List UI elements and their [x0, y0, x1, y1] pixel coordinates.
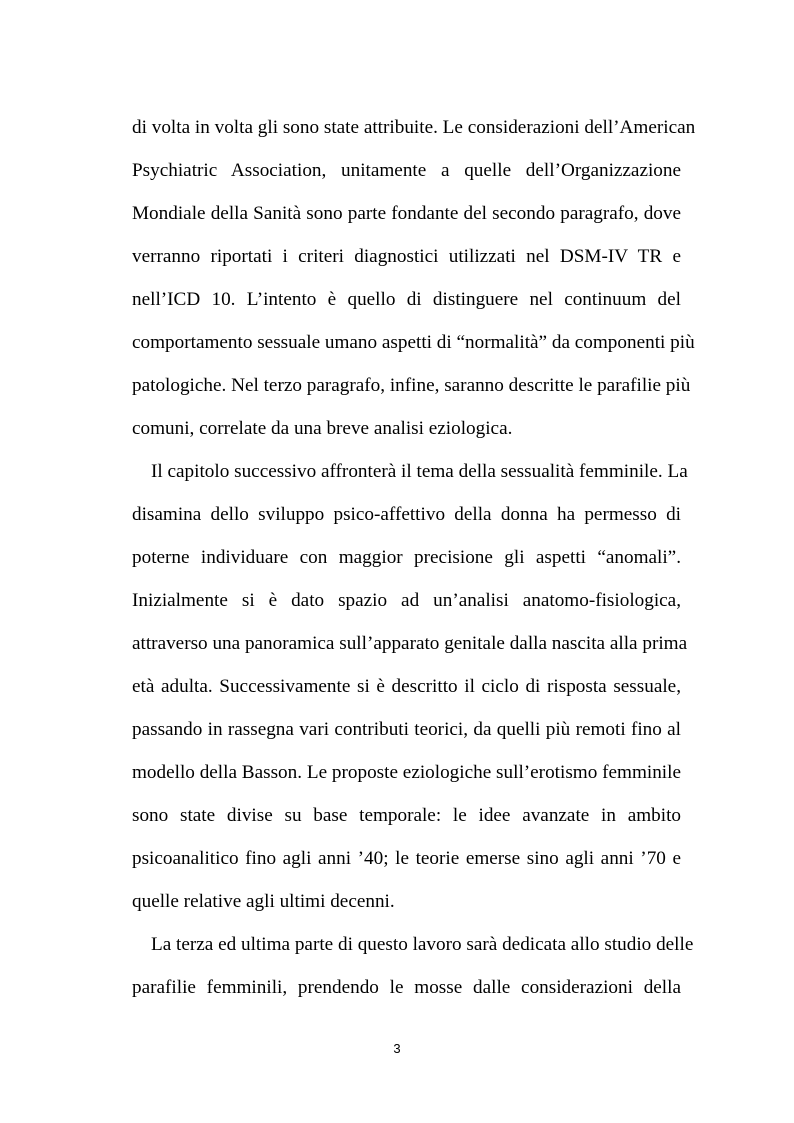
text-line: patologiche. Nel terzo paragrafo, infine, saranno descritte le parafilie più [132, 375, 691, 396]
text-line: psicoanalitico fino agli anni ’40; le teorie emerse sino agli anni ’70 e [132, 848, 681, 869]
text-line: modello della Basson. Le proposte eziologiche sull’erotismo femminile [132, 762, 681, 783]
text-line: comuni, correlate da una breve analisi eziologica. [132, 418, 513, 439]
text-line: parafilie femminili, prendendo le mosse dalle considerazioni della [132, 977, 681, 998]
text-line: disamina dello sviluppo psico-affettivo della donna ha permesso di [132, 504, 681, 525]
text-line: La terza ed ultima parte di questo lavoro sarà dedicata allo studio delle [151, 934, 694, 955]
text-line: Inizialmente si è dato spazio ad un’analisi anatomo-fisiologica, [132, 590, 681, 611]
text-line: sono state divise su base temporale: le idee avanzate in ambito [132, 805, 681, 826]
text-line: poterne individuare con maggior precisione gli aspetti “anomali”. [132, 547, 681, 568]
text-line: di volta in volta gli sono state attribuite. Le considerazioni dell’American [132, 117, 696, 138]
text-line: nell’ICD 10. L’intento è quello di distinguere nel continuum del [132, 289, 681, 310]
text-line: quelle relative agli ultimi decenni. [132, 891, 395, 912]
text-line: Il capitolo successivo affronterà il tema della sessualità femminile. La [151, 461, 688, 482]
text-line: attraverso una panoramica sull’apparato genitale dalla nascita alla prima [132, 633, 688, 654]
text-line: passando in rassegna vari contributi teorici, da quelli più remoti fino al [132, 719, 681, 740]
text-line: Mondiale della Sanità sono parte fondante del secondo paragrafo, dove [132, 203, 681, 224]
text-line: comportamento sessuale umano aspetti di “normalità” da componenti più [132, 332, 695, 353]
text-line: verranno riportati i criteri diagnostici utilizzati nel DSM-IV TR e [132, 246, 681, 267]
page-number: 3 [393, 1041, 401, 1056]
text-line: età adulta. Successivamente si è descritto il ciclo di risposta sessuale, [132, 676, 681, 697]
text-line: Psychiatric Association, unitamente a quelle dell’Organizzazione [132, 160, 681, 181]
